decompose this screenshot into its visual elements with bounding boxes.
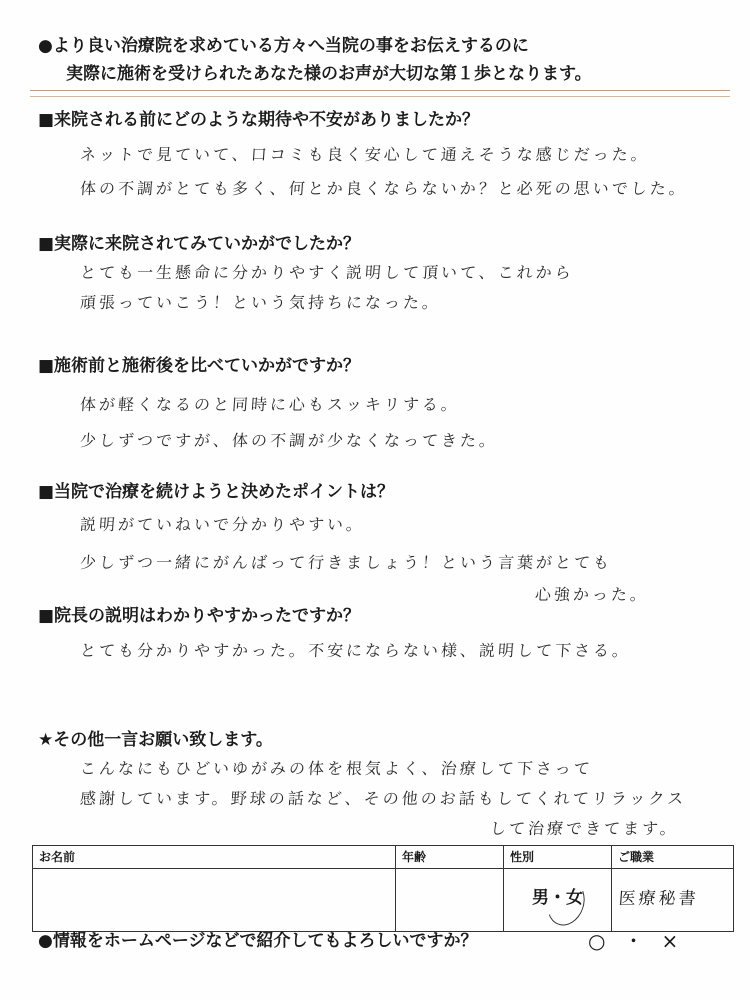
answer-line: 感謝しています。野球の話など、その他のお話もしてくれてリラックス	[79, 789, 687, 808]
gender-label: 性別	[504, 846, 612, 869]
question-before-after: ■施術前と施術後を比べていかがですか？	[38, 356, 361, 376]
answer-line: して治療できてます。	[489, 819, 680, 838]
consent-separator: ・	[623, 929, 662, 953]
answer-line: とても一生懸命に分かりやすく説明して頂いて、これから	[79, 263, 575, 282]
question-explanation: ■院長の説明はわかりやすかったですか？	[38, 606, 361, 626]
intro-line-2: 実際に施術を受けられたあなた様のお声が大切な第１歩となります。	[66, 64, 592, 84]
question-other-comments: ★その他一言お願い致します。	[38, 730, 273, 750]
age-label: 年齢	[396, 846, 504, 869]
header-rule	[30, 90, 730, 91]
answer-line: 心強かった。	[534, 585, 650, 604]
consent-choices	[588, 929, 696, 953]
consent-no-option[interactable]: ×	[661, 929, 697, 953]
answer-line: 体の不調がとても多く、何とか良くならないか？と必死の思いでした。	[79, 179, 689, 198]
intro-text	[38, 32, 718, 88]
answer-line: 少しずつ一緒にがんばって行きましょう！という言葉がとても	[79, 553, 613, 572]
answer-line: とても分かりやすかった。不安にならない様、説明して下さる。	[79, 641, 632, 660]
answer-line: 少しずつですが、体の不調が少なくなってきた。	[79, 431, 499, 450]
header-rule-thin	[30, 96, 730, 97]
job-field[interactable]: 医療秘書	[609, 869, 735, 932]
consent-question: ●情報をホームページなどで紹介してもよろしいですか？	[38, 931, 478, 951]
answer-line: 説明がていねいで分かりやすい。	[79, 515, 366, 534]
answer-line: 体が軽くなるのと同時に心もスッキリする。	[79, 395, 461, 414]
question-first-visit: ■実際に来院されてみていかがでしたか？	[38, 234, 361, 254]
consent-yes-option[interactable]: ○	[588, 929, 624, 953]
gender-choice[interactable]: 男・女	[504, 869, 612, 932]
question-decision-point: ■当院で治療を続けようと決めたポイントは？	[38, 482, 395, 502]
intro-line-1: ●より良い治療院を求めている方々へ当院の事をお伝えするのに	[38, 36, 529, 56]
respondent-info-table	[32, 845, 734, 932]
age-field[interactable]	[396, 869, 504, 932]
answer-line: 頑張っていこう！という気持ちになった。	[79, 293, 442, 312]
name-field[interactable]	[33, 869, 396, 932]
answer-line: ネットで見ていて、口コミも良く安心して通えそうな感じだった。	[79, 145, 651, 164]
job-label: ご職業	[612, 846, 734, 869]
question-expectations: ■来院される前にどのような期待や不安がありましたか？	[38, 110, 480, 130]
publication-consent	[38, 929, 728, 953]
name-label: お名前	[33, 846, 396, 869]
answer-line: こんなにもひどいゆがみの体を根気よく、治療して下さって	[79, 759, 594, 778]
